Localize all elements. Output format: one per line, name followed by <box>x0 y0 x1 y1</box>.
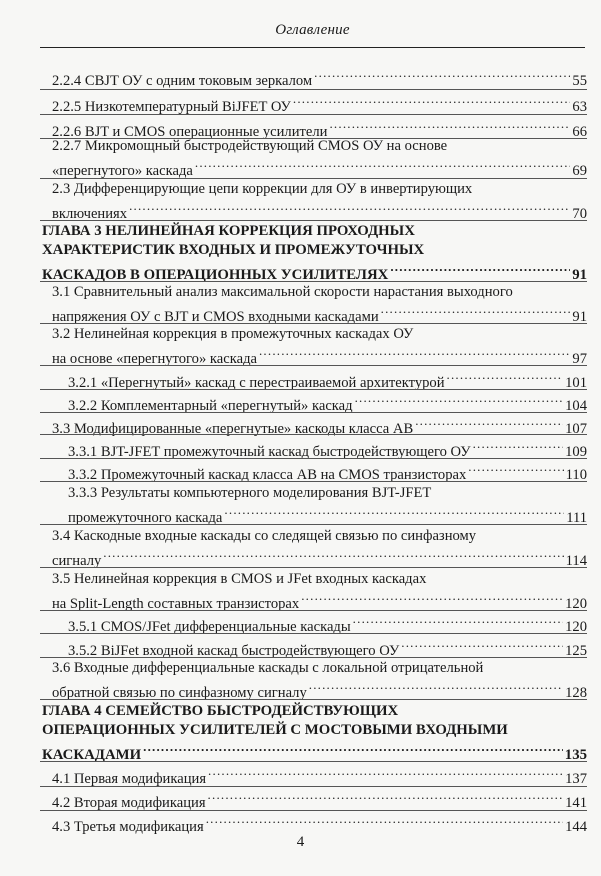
toc-entry <box>52 66 587 89</box>
toc-entry-page: 110 <box>565 467 587 483</box>
toc-entry-text: 4.3 Третья модификация <box>52 819 204 835</box>
separator <box>40 481 587 482</box>
toc-entry-text: промежуточного каскада <box>68 510 223 526</box>
separator <box>40 761 587 762</box>
separator <box>40 89 587 90</box>
separator <box>40 458 587 459</box>
toc-entry-text: 3.3.3 Результаты компьютерного моделирования BJT-JFET <box>68 485 432 501</box>
leader-dots <box>401 636 563 655</box>
toc-entry <box>68 612 587 635</box>
separator <box>40 567 587 568</box>
toc-entry <box>52 570 587 612</box>
leader-dots <box>129 199 570 218</box>
separator <box>40 365 587 366</box>
toc-entry-page: 137 <box>565 771 587 787</box>
toc-entry-text: напряжения ОУ с BJT и CMOS входными каскадами <box>52 309 379 325</box>
toc-entry <box>52 414 587 437</box>
separator <box>40 610 587 611</box>
toc-entry-text: 3.5 Нелинейная коррекция в CMOS и JFet входных каскадах <box>52 571 427 587</box>
leader-dots <box>206 812 563 831</box>
separator <box>40 786 587 787</box>
leader-dots <box>143 740 563 759</box>
separator <box>40 810 587 811</box>
toc-entry-text: 3.5.2 BiJFet входной каскад быстродействующего ОУ <box>68 643 400 659</box>
toc-entry <box>52 527 587 569</box>
toc-entry-page: 55 <box>572 73 587 89</box>
toc-entry-page: 114 <box>565 553 587 569</box>
toc-entry-text: сигналу <box>52 553 102 569</box>
toc-entry-page: 101 <box>565 375 587 391</box>
toc-entry-text: КАСКАДАМИ <box>42 747 142 763</box>
toc-entry-page: 107 <box>565 421 587 437</box>
toc-entry <box>52 92 587 115</box>
toc-entry-text: 3.4 Каскодные входные каскады со следящей связью по синфазному <box>52 528 477 544</box>
toc-entry <box>52 137 587 179</box>
leader-dots <box>473 437 564 456</box>
toc-entry-text: 2.2.4 CBJT ОУ с одним токовым зеркалом <box>52 73 313 89</box>
toc-entry-text: обратной связью по синфазному сигналу <box>52 685 307 701</box>
leader-dots <box>224 503 564 522</box>
toc-entry-text: 3.6 Входные дифференциальные каскады с локальной отрицательной <box>52 660 484 676</box>
toc-entry-text: КАСКАДОВ В ОПЕРАЦИОННЫХ УСИЛИТЕЛЯХ <box>42 267 389 283</box>
toc-entry <box>68 391 587 414</box>
leader-dots <box>355 391 564 410</box>
toc-entry-text: на основе «перегнутого» каскада <box>52 351 257 367</box>
leader-dots <box>301 589 563 608</box>
separator <box>40 524 587 525</box>
leader-dots <box>309 678 563 697</box>
toc-entry-page: 120 <box>565 596 587 612</box>
leader-dots <box>208 764 563 783</box>
toc-entry-text: ГЛАВА 3 НЕЛИНЕЙНАЯ КОРРЕКЦИЯ ПРОХОДНЫХ <box>42 223 415 239</box>
toc-entry <box>52 812 587 835</box>
toc-entry-page: 128 <box>565 685 587 701</box>
separator <box>40 323 587 324</box>
leader-dots <box>390 260 570 279</box>
toc-entry-text: ОПЕРАЦИОННЫХ УСИЛИТЕЛЕЙ С МОСТОВЫМИ ВХОДНЫМИ <box>42 722 508 738</box>
toc-entry-page: 66 <box>572 124 587 140</box>
toc-chapter-entry <box>42 222 587 283</box>
toc-entry-page: 97 <box>572 351 587 367</box>
toc-entry-page: 63 <box>572 99 587 115</box>
leader-dots <box>447 368 564 387</box>
toc-entry-text: включениях <box>52 206 128 222</box>
toc-entry-page: 111 <box>566 510 587 526</box>
toc-entry-text: 3.3 Модифицированные «перегнутые» каскоды класса АВ <box>52 421 414 437</box>
toc-entry-page: 69 <box>572 163 587 179</box>
toc-entry-text: 2.3 Дифференцирующие цепи коррекции для ОУ в инвертирующих <box>52 181 473 197</box>
toc-entry-text: 3.2.2 Комплементарный «перегнутый» каскад <box>68 398 353 414</box>
toc-entry-text: 3.2.1 «Перегнутый» каскад с перестраиваемой архитектурой <box>68 375 445 391</box>
toc-entry-text: 3.1 Сравнительный анализ максимальной скорости нарастания выходного <box>52 284 513 300</box>
toc-entry-text: 2.2.6 BJT и CMOS операционные усилители <box>52 124 328 140</box>
toc-entry <box>52 764 587 787</box>
separator <box>40 412 587 413</box>
separator <box>40 220 587 221</box>
separator <box>40 633 587 634</box>
toc-entry-page: 120 <box>565 619 587 635</box>
leader-dots <box>208 788 564 807</box>
toc-entry-text: 3.2 Нелинейная коррекция в промежуточных каскадах ОУ <box>52 326 414 342</box>
separator <box>40 178 587 179</box>
toc-entry <box>52 180 587 222</box>
toc-entry-text: на Split-Length составных транзисторах <box>52 596 300 612</box>
toc-entry-text: 3.3.2 Промежуточный каскад класса АВ на CMOS транзисторах <box>68 467 467 483</box>
toc-entry-text: 2.2.7 Микромощный быстродействующий CMOS ОУ на основе <box>52 138 448 154</box>
leader-dots <box>468 460 563 479</box>
toc-entry <box>68 484 587 526</box>
toc-entry <box>68 437 587 460</box>
toc-entry-page: 109 <box>565 444 587 460</box>
separator <box>40 699 587 700</box>
toc-chapter-entry <box>42 702 587 763</box>
toc-entry-page: 125 <box>565 643 587 659</box>
leader-dots <box>259 344 570 363</box>
separator <box>40 114 587 115</box>
toc-entry <box>68 368 587 391</box>
leader-dots <box>381 302 571 321</box>
toc-entry-text: 2.2.5 Низкотемпературный BiJFET ОУ <box>52 99 291 115</box>
toc-entry-page: 104 <box>565 398 587 414</box>
toc-entry-text: «перегнутого» каскада <box>52 163 193 179</box>
toc-entry-page: 91 <box>572 267 587 283</box>
toc-entry-text: ГЛАВА 4 СЕМЕЙСТВО БЫСТРОДЕЙСТВУЮЩИХ <box>42 703 399 719</box>
toc-entry <box>52 117 587 140</box>
toc-entry <box>52 659 587 701</box>
toc-entry <box>52 283 587 325</box>
toc-entry <box>52 325 587 367</box>
toc-entry-text: 3.3.1 BJT-JFET промежуточный каскад быстродействующего ОУ <box>68 444 471 460</box>
toc-entry-text: 3.5.1 CMOS/JFet дифференциальные каскады <box>68 619 351 635</box>
separator <box>40 389 587 390</box>
page-number: 4 <box>296 834 305 850</box>
toc-entry <box>68 636 587 659</box>
toc-entry <box>68 460 587 483</box>
toc-entry-text: 4.2 Вторая модификация <box>52 795 206 811</box>
toc-entry-page: 141 <box>565 795 587 811</box>
separator <box>40 657 587 658</box>
toc-entry-text: 4.1 Первая модификация <box>52 771 207 787</box>
toc-entry-page: 135 <box>564 747 587 763</box>
separator <box>40 434 587 435</box>
leader-dots <box>293 92 571 111</box>
leader-dots <box>329 117 570 136</box>
toc-entry-page: 144 <box>565 819 587 835</box>
leader-dots <box>415 414 563 433</box>
toc-entry-text: ХАРАКТЕРИСТИК ВХОДНЫХ И ПРОМЕЖУТОЧНЫХ <box>42 242 425 258</box>
leader-dots <box>195 156 571 175</box>
toc-entry-page: 70 <box>572 206 587 222</box>
leader-dots <box>103 546 563 565</box>
toc-entry-page: 91 <box>572 309 587 325</box>
page-header-title: Оглавление <box>275 22 350 38</box>
toc-entry <box>52 788 587 811</box>
leader-dots <box>314 66 570 85</box>
leader-dots <box>353 612 563 631</box>
separator <box>40 281 587 282</box>
